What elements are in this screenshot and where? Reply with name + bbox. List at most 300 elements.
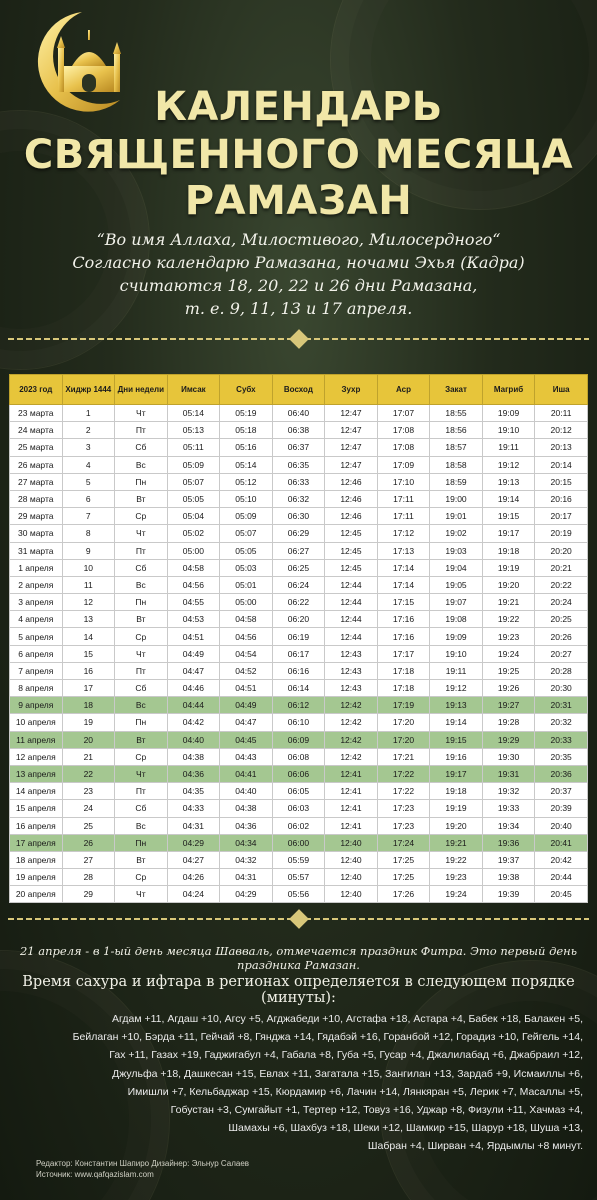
table-cell: 04:36 [220,817,273,834]
table-cell: 19:27 [482,697,535,714]
table-cell: 17 [62,680,115,697]
table-cell: 16 апреля [10,817,63,834]
column-header: Закат [430,375,483,405]
table-cell: Сб [115,680,168,697]
table-cell: 17:11 [377,508,430,525]
table-cell: 05:13 [167,422,220,439]
table-cell: 12:47 [325,422,378,439]
table-cell: 19:08 [430,611,483,628]
table-cell: Ср [115,628,168,645]
page-title-line-1: КАЛЕНДАРЬ [154,84,443,130]
table-cell: 3 апреля [10,594,63,611]
table-cell: 06:25 [272,559,325,576]
table-cell: 12:45 [325,542,378,559]
credits-source: Источник: www.qafqazislam.com [36,1170,154,1179]
table-cell: 05:07 [220,525,273,542]
column-header: Иша [535,375,588,405]
intro-line: “Во имя Аллаха, Милостивого, Милосердного“ [96,230,501,249]
table-row [10,508,588,525]
table-row [10,576,588,593]
table-cell: 05:10 [220,490,273,507]
table-cell: 5 апреля [10,628,63,645]
table-cell: 05:56 [272,886,325,903]
table-cell: 20:45 [535,886,588,903]
table-cell: Пн [115,714,168,731]
table-cell: 06:05 [272,783,325,800]
table-cell: 19:19 [430,800,483,817]
table-cell: 12:42 [325,714,378,731]
table-cell: 30 марта [10,525,63,542]
table-cell: 05:57 [272,869,325,886]
table-cell: 19:04 [430,559,483,576]
table-cell: 04:58 [220,611,273,628]
table-cell: 19:32 [482,783,535,800]
table-cell: 12:41 [325,765,378,782]
table-cell: 17:15 [377,594,430,611]
table-cell: 17:18 [377,662,430,679]
table-cell: 04:43 [220,748,273,765]
table-cell: 05:59 [272,851,325,868]
table-cell: 20:35 [535,748,588,765]
table-cell: 20:41 [535,834,588,851]
table-cell: 19:11 [482,439,535,456]
table-cell: 7 [62,508,115,525]
table-cell: Вс [115,697,168,714]
table-cell: 17:26 [377,886,430,903]
table-cell: 19:24 [482,645,535,662]
table-row [10,611,588,628]
credits-editor: Редактор: Константин Шапиро Дизайнер: Эльнур Салаев [36,1159,250,1168]
table-cell: 12:46 [325,473,378,490]
table-row [10,869,588,886]
table-cell: 05:05 [167,490,220,507]
table-cell: 28 марта [10,490,63,507]
table-cell: 7 апреля [10,662,63,679]
table-row [10,851,588,868]
diamond-icon [289,909,309,929]
table-cell: 9 апреля [10,697,63,714]
table-cell: 20:30 [535,680,588,697]
table-cell: 22 [62,765,115,782]
table-cell: 06:33 [272,473,325,490]
table-cell: 18 [62,697,115,714]
table-cell: 05:09 [167,456,220,473]
table-cell: 19:13 [482,473,535,490]
table-cell: 19:22 [482,611,535,628]
table-cell: 28 [62,869,115,886]
table-cell: 06:12 [272,697,325,714]
table-cell: Сб [115,439,168,456]
table-cell: 20:33 [535,731,588,748]
table-cell: 17:20 [377,731,430,748]
table-cell: 05:11 [167,439,220,456]
table-cell: 06:24 [272,576,325,593]
table-cell: 06:37 [272,439,325,456]
table-cell: 06:08 [272,748,325,765]
table-cell: 19:18 [430,783,483,800]
table-cell: 6 апреля [10,645,63,662]
table-body [10,405,588,903]
table-cell: 05:00 [167,542,220,559]
table-cell: 17:11 [377,490,430,507]
table-cell: 19:10 [430,645,483,662]
table-cell: 20:22 [535,576,588,593]
table-cell: 20:19 [535,525,588,542]
table-cell: 06:30 [272,508,325,525]
table-cell: 20 апреля [10,886,63,903]
column-header: Зухр [325,375,378,405]
table-cell: 05:18 [220,422,273,439]
regions-line: Имишли +7, Кельбаджар +15, Кюрдамир +6, Лачин +14, Лянкяран +5, Лерик +7, Масаллы +5, [127,1085,583,1098]
table-cell: 19:17 [430,765,483,782]
table-cell: 23 [62,783,115,800]
table-cell: 19:23 [430,869,483,886]
table-cell: 19:12 [430,680,483,697]
table-cell: 06:03 [272,800,325,817]
table-cell: 04:38 [220,800,273,817]
table-row [10,628,588,645]
table-cell: 04:24 [167,886,220,903]
table-cell: 12:46 [325,508,378,525]
column-header: Магриб [482,375,535,405]
table-cell: Вт [115,851,168,868]
table-row [10,783,588,800]
table-cell: 19 [62,714,115,731]
regions-list [23,1010,583,1156]
table-cell: 14 апреля [10,783,63,800]
table-cell: 04:38 [167,748,220,765]
table-cell: 06:10 [272,714,325,731]
column-header: Аср [377,375,430,405]
table-cell: 04:54 [220,645,273,662]
table-row [10,817,588,834]
table-cell: 12:43 [325,662,378,679]
table-cell: 04:49 [220,697,273,714]
table-cell: 06:09 [272,731,325,748]
table-cell: 3 [62,439,115,456]
table-cell: Вт [115,731,168,748]
table-cell: 12:40 [325,886,378,903]
table-cell: 17:23 [377,800,430,817]
table-cell: 26 [62,834,115,851]
table-cell: 15 [62,645,115,662]
table-cell: 25 [62,817,115,834]
page-title-line-2: СВЯЩЕННОГО МЕСЯЦА [23,132,574,178]
table-cell: 06:06 [272,765,325,782]
table-cell: 19:16 [430,748,483,765]
table-cell: 2 [62,422,115,439]
table-cell: 20:20 [535,542,588,559]
table-cell: 19:07 [430,594,483,611]
table-cell: 6 [62,490,115,507]
table-cell: 17:20 [377,714,430,731]
table-cell: 19:36 [482,834,535,851]
table-cell: 04:47 [167,662,220,679]
table-cell: 17:16 [377,628,430,645]
table-cell: 20:16 [535,490,588,507]
table-row [10,542,588,559]
table-cell: 17:17 [377,645,430,662]
table-cell: 27 марта [10,473,63,490]
table-cell: 19:38 [482,869,535,886]
table-cell: Чт [115,525,168,542]
table-cell: 04:26 [167,869,220,886]
table-cell: 05:12 [220,473,273,490]
table-cell: 17:14 [377,559,430,576]
table-cell: 06:20 [272,611,325,628]
table-cell: 04:46 [167,680,220,697]
table-cell: 04:29 [220,886,273,903]
table-cell: 17:12 [377,525,430,542]
regions-line: Джульфа +18, Дашкесан +15, Евлах +11, Загатала +15, Зангилан +13, Зардаб +9, Исмаиллы +6, [112,1067,583,1080]
table-cell: 17:10 [377,473,430,490]
table-cell: 29 марта [10,508,63,525]
table-cell: Чт [115,765,168,782]
table-cell: 05:19 [220,405,273,422]
table-cell: Чт [115,405,168,422]
table-cell: 12:41 [325,800,378,817]
table-cell: 12:40 [325,834,378,851]
table-cell: 06:40 [272,405,325,422]
table-cell: 06:17 [272,645,325,662]
table-cell: 19:09 [482,405,535,422]
table-cell: 05:09 [220,508,273,525]
table-row [10,765,588,782]
table-cell: 19:24 [430,886,483,903]
table-cell: Пт [115,542,168,559]
table-cell: 20:31 [535,697,588,714]
intro-line: считаются 18, 20, 22 и 26 дни Рамазана, [119,276,478,295]
table-cell: 17:18 [377,680,430,697]
ornament-divider [8,912,589,926]
table-cell: 17:25 [377,851,430,868]
table-cell: 12:41 [325,783,378,800]
table-cell: 20:36 [535,765,588,782]
table-cell: 5 [62,473,115,490]
table-cell: Пн [115,473,168,490]
table-cell: 11 [62,576,115,593]
table-cell: 12:44 [325,594,378,611]
table-cell: 12:42 [325,748,378,765]
table-cell: 12:42 [325,697,378,714]
table-cell: 29 [62,886,115,903]
table-cell: 06:02 [272,817,325,834]
table-cell: 12 [62,594,115,611]
table-cell: Пт [115,783,168,800]
intro-line: Согласно календарю Рамазана, ночами Эхья (Кадра) [72,253,525,272]
column-header: Восход [272,375,325,405]
regions-line: Гобустан +3, Сумгайыт +1, Тертер +12, Товуз +16, Уджар +8, Физули +11, Хачмаз +4, [170,1104,583,1117]
table-cell: 04:44 [167,697,220,714]
table-cell: 05:00 [220,594,273,611]
table-row [10,645,588,662]
table-cell: 12:44 [325,576,378,593]
table-cell: 20:39 [535,800,588,817]
table-row [10,662,588,679]
table-cell: 19:00 [430,490,483,507]
eid-note: 21 апреля - в 1-ый день месяца Шавваль, отмечается праздник Фитра. Это первый день праздника Рамазан. [19,944,578,972]
table-cell: 19:25 [482,662,535,679]
table-cell: 04:52 [220,662,273,679]
table-cell: 04:45 [220,731,273,748]
table-row [10,834,588,851]
table-row [10,473,588,490]
table-cell: 04:51 [220,680,273,697]
table-cell: 06:19 [272,628,325,645]
table-cell: 21 [62,748,115,765]
table-cell: 20:11 [535,405,588,422]
table-row [10,422,588,439]
table-cell: 20:17 [535,508,588,525]
table-cell: 17:08 [377,422,430,439]
table-cell: 20:26 [535,628,588,645]
column-header: Хиджр 1444 [62,375,115,405]
table-row [10,456,588,473]
table-row [10,405,588,422]
table-cell: 04:49 [167,645,220,662]
table-cell: 12 апреля [10,748,63,765]
table-cell: 04:51 [167,628,220,645]
table-cell: 19:20 [482,576,535,593]
column-header: Имсак [167,375,220,405]
table-row [10,731,588,748]
table-cell: 20:37 [535,783,588,800]
table-cell: 05:05 [220,542,273,559]
table-cell: Вт [115,490,168,507]
table-row [10,490,588,507]
table-cell: Чт [115,645,168,662]
table-cell: 11 апреля [10,731,63,748]
table-cell: 8 апреля [10,680,63,697]
table-cell: 18:58 [430,456,483,473]
table-cell: 04:40 [220,783,273,800]
table-cell: Вс [115,817,168,834]
table-cell: 05:01 [220,576,273,593]
table-cell: 20:27 [535,645,588,662]
table-cell: 19:18 [482,542,535,559]
table-cell: 04:55 [167,594,220,611]
table-cell: 04:58 [167,559,220,576]
table-row [10,886,588,903]
table-cell: 20:32 [535,714,588,731]
table-cell: 19:26 [482,680,535,697]
table-cell: 13 [62,611,115,628]
credits [36,1158,249,1180]
table-cell: 20:13 [535,439,588,456]
table-cell: 17:25 [377,869,430,886]
table-cell: 04:32 [220,851,273,868]
table-cell: 10 апреля [10,714,63,731]
table-cell: 04:31 [167,817,220,834]
table-cell: 17:23 [377,817,430,834]
table-cell: Ср [115,748,168,765]
table-cell: 20:44 [535,869,588,886]
table-cell: 19:15 [430,731,483,748]
table-row [10,525,588,542]
table-cell: 12:44 [325,611,378,628]
page-title-line-3: РАМАЗАН [184,178,413,224]
table-cell: 19:22 [430,851,483,868]
table-cell: 20:21 [535,559,588,576]
table-cell: 17:07 [377,405,430,422]
table-cell: 19:37 [482,851,535,868]
table-cell: 05:14 [167,405,220,422]
table-cell: 06:35 [272,456,325,473]
ornament-divider [8,332,589,346]
column-header: Субх [220,375,273,405]
ramadan-timetable [9,374,588,903]
table-cell: 04:56 [220,628,273,645]
table-cell: 20 [62,731,115,748]
table-cell: 17:22 [377,783,430,800]
table-cell: 19:12 [482,456,535,473]
table-cell: 19:03 [430,542,483,559]
table-cell: 19:14 [430,714,483,731]
regions-line: Шабран +4, Ширван +4, Ярдымлы +8 минут. [367,1140,583,1153]
table-cell: 2 апреля [10,576,63,593]
table-cell: Сб [115,800,168,817]
table-cell: 19:05 [430,576,483,593]
table-cell: 12:45 [325,525,378,542]
table-header-row [10,375,588,405]
table-cell: 19:13 [430,697,483,714]
table-cell: Пт [115,662,168,679]
table-cell: 16 [62,662,115,679]
table-cell: 06:29 [272,525,325,542]
table-cell: 31 марта [10,542,63,559]
table-cell: 04:47 [220,714,273,731]
table-cell: 19:11 [430,662,483,679]
table-cell: 20:24 [535,594,588,611]
table-cell: 17:13 [377,542,430,559]
table-cell: 1 [62,405,115,422]
table-cell: 12:41 [325,817,378,834]
table-cell: 17:19 [377,697,430,714]
table-cell: 17:22 [377,765,430,782]
table-cell: 24 [62,800,115,817]
table-cell: 1 апреля [10,559,63,576]
table-cell: 06:32 [272,490,325,507]
table-row [10,800,588,817]
table-cell: 13 апреля [10,765,63,782]
table-cell: 4 апреля [10,611,63,628]
table-cell: 04:31 [220,869,273,886]
table-cell: 17:08 [377,439,430,456]
table-cell: 12:43 [325,645,378,662]
table-cell: 8 [62,525,115,542]
table-cell: 20:42 [535,851,588,868]
table-cell: 12:40 [325,869,378,886]
table-cell: 20:12 [535,422,588,439]
table-cell: 17:24 [377,834,430,851]
column-header: 2023 год [10,375,63,405]
table-cell: 04:27 [167,851,220,868]
table-cell: Ср [115,508,168,525]
table-cell: 19:17 [482,525,535,542]
table-cell: Вс [115,576,168,593]
table-cell: 20:40 [535,817,588,834]
table-cell: Ср [115,869,168,886]
table-cell: 05:04 [167,508,220,525]
table-cell: 9 [62,542,115,559]
table-cell: 17:09 [377,456,430,473]
table-row [10,714,588,731]
table-cell: 20:25 [535,611,588,628]
table-cell: 06:27 [272,542,325,559]
intro-line: т. е. 9, 11, 13 и 17 апреля. [184,299,413,318]
table-cell: 05:02 [167,525,220,542]
table-cell: 19:02 [430,525,483,542]
